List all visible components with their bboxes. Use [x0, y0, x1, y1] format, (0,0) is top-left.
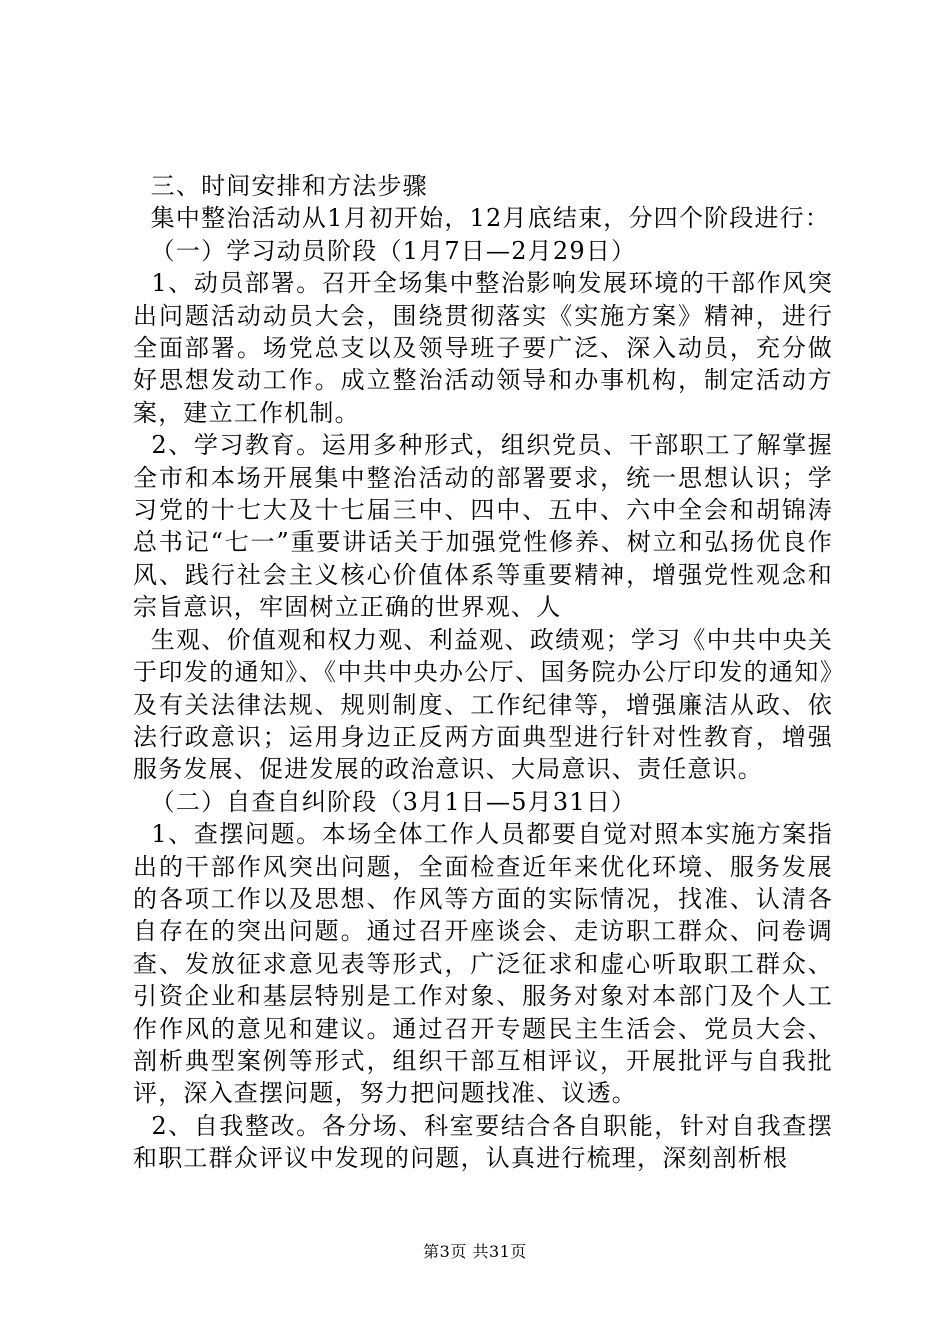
- document-body: [133, 170, 833, 1175]
- paragraph: 生观、价值观和权力观、利益观、政绩观；学习《中共中央关于印发的通知》、《中共中央办公厅、国务院办公厅印发的通知》及有关法律法规、规则制度、工作纪律等，增强廉洁从政、依法行政意识；运用身边正反两方面典型进行针对性教育，增强服务发展、促进发展的政治意识、大局意识、责任意识。: [133, 625, 833, 784]
- paragraph: 2、学习教育。运用多种形式，组织党员、干部职工了解掌握全市和本场开展集中整治活动的部署要求，统一思想认识；学习党的十七大及十七届三中、四中、五中、六中全会和胡锦涛总书记“七一”重要讲话关于加强党性修养、树立和弘扬优良作风、践行社会主义核心价值体系等重要精神，增强党性观念和宗旨意识，牢固树立正确的世界观、人: [133, 431, 833, 622]
- subsection-heading: （一）学习动员阶段（1月7日—2月29日）: [150, 236, 637, 265]
- page-number: 第3页 共31页: [423, 1242, 527, 1261]
- paragraph: 1、动员部署。召开全场集中整治影响发展环境的干部作风突出问题活动动员大会，围绕贯彻落实《实施方案》精神，进行全面部署。场党总支以及领导班子要广泛、深入动员，充分做好思想发动工作。成立整治活动领导和办事机构，制定活动方案，建立工作机制。: [133, 269, 833, 427]
- subsection-heading: （二）自查自纠阶段（3月1日—5月31日）: [150, 787, 637, 816]
- page-footer: [0, 1242, 950, 1262]
- paragraph: 集中整治活动从1月初开始，12月底结束，分四个阶段进行：: [150, 204, 831, 233]
- section-heading: 三、时间安排和方法步骤: [150, 172, 428, 200]
- paragraph: 2、自我整改。各分场、科室要结合各自职能，针对自我查摆和职工群众评议中发现的问题，认真进行梳理，深刻剖析根: [133, 1111, 833, 1173]
- paragraph: 1、查摆问题。本场全体工作人员都要自觉对照本实施方案指出的干部作风突出问题，全面检查近年来优化环境、服务发展的各项工作以及思想、作风等方面的实际情况，找准、认清各自存在的突出问题。通过召开座谈会、走访职工群众、问卷调查、发放征求意见表等形式，广泛征求和虚心听取职工群众、引资企业和基层特别是工作对象、服务对象对本部门及个人工作作风的意见和建议。通过召开专题民主生活会、党员大会、剖析典型案例等形式，组织干部互相评议，开展批评与自我批评，深入查摆问题，努力把问题找准、议透。: [133, 820, 833, 1108]
